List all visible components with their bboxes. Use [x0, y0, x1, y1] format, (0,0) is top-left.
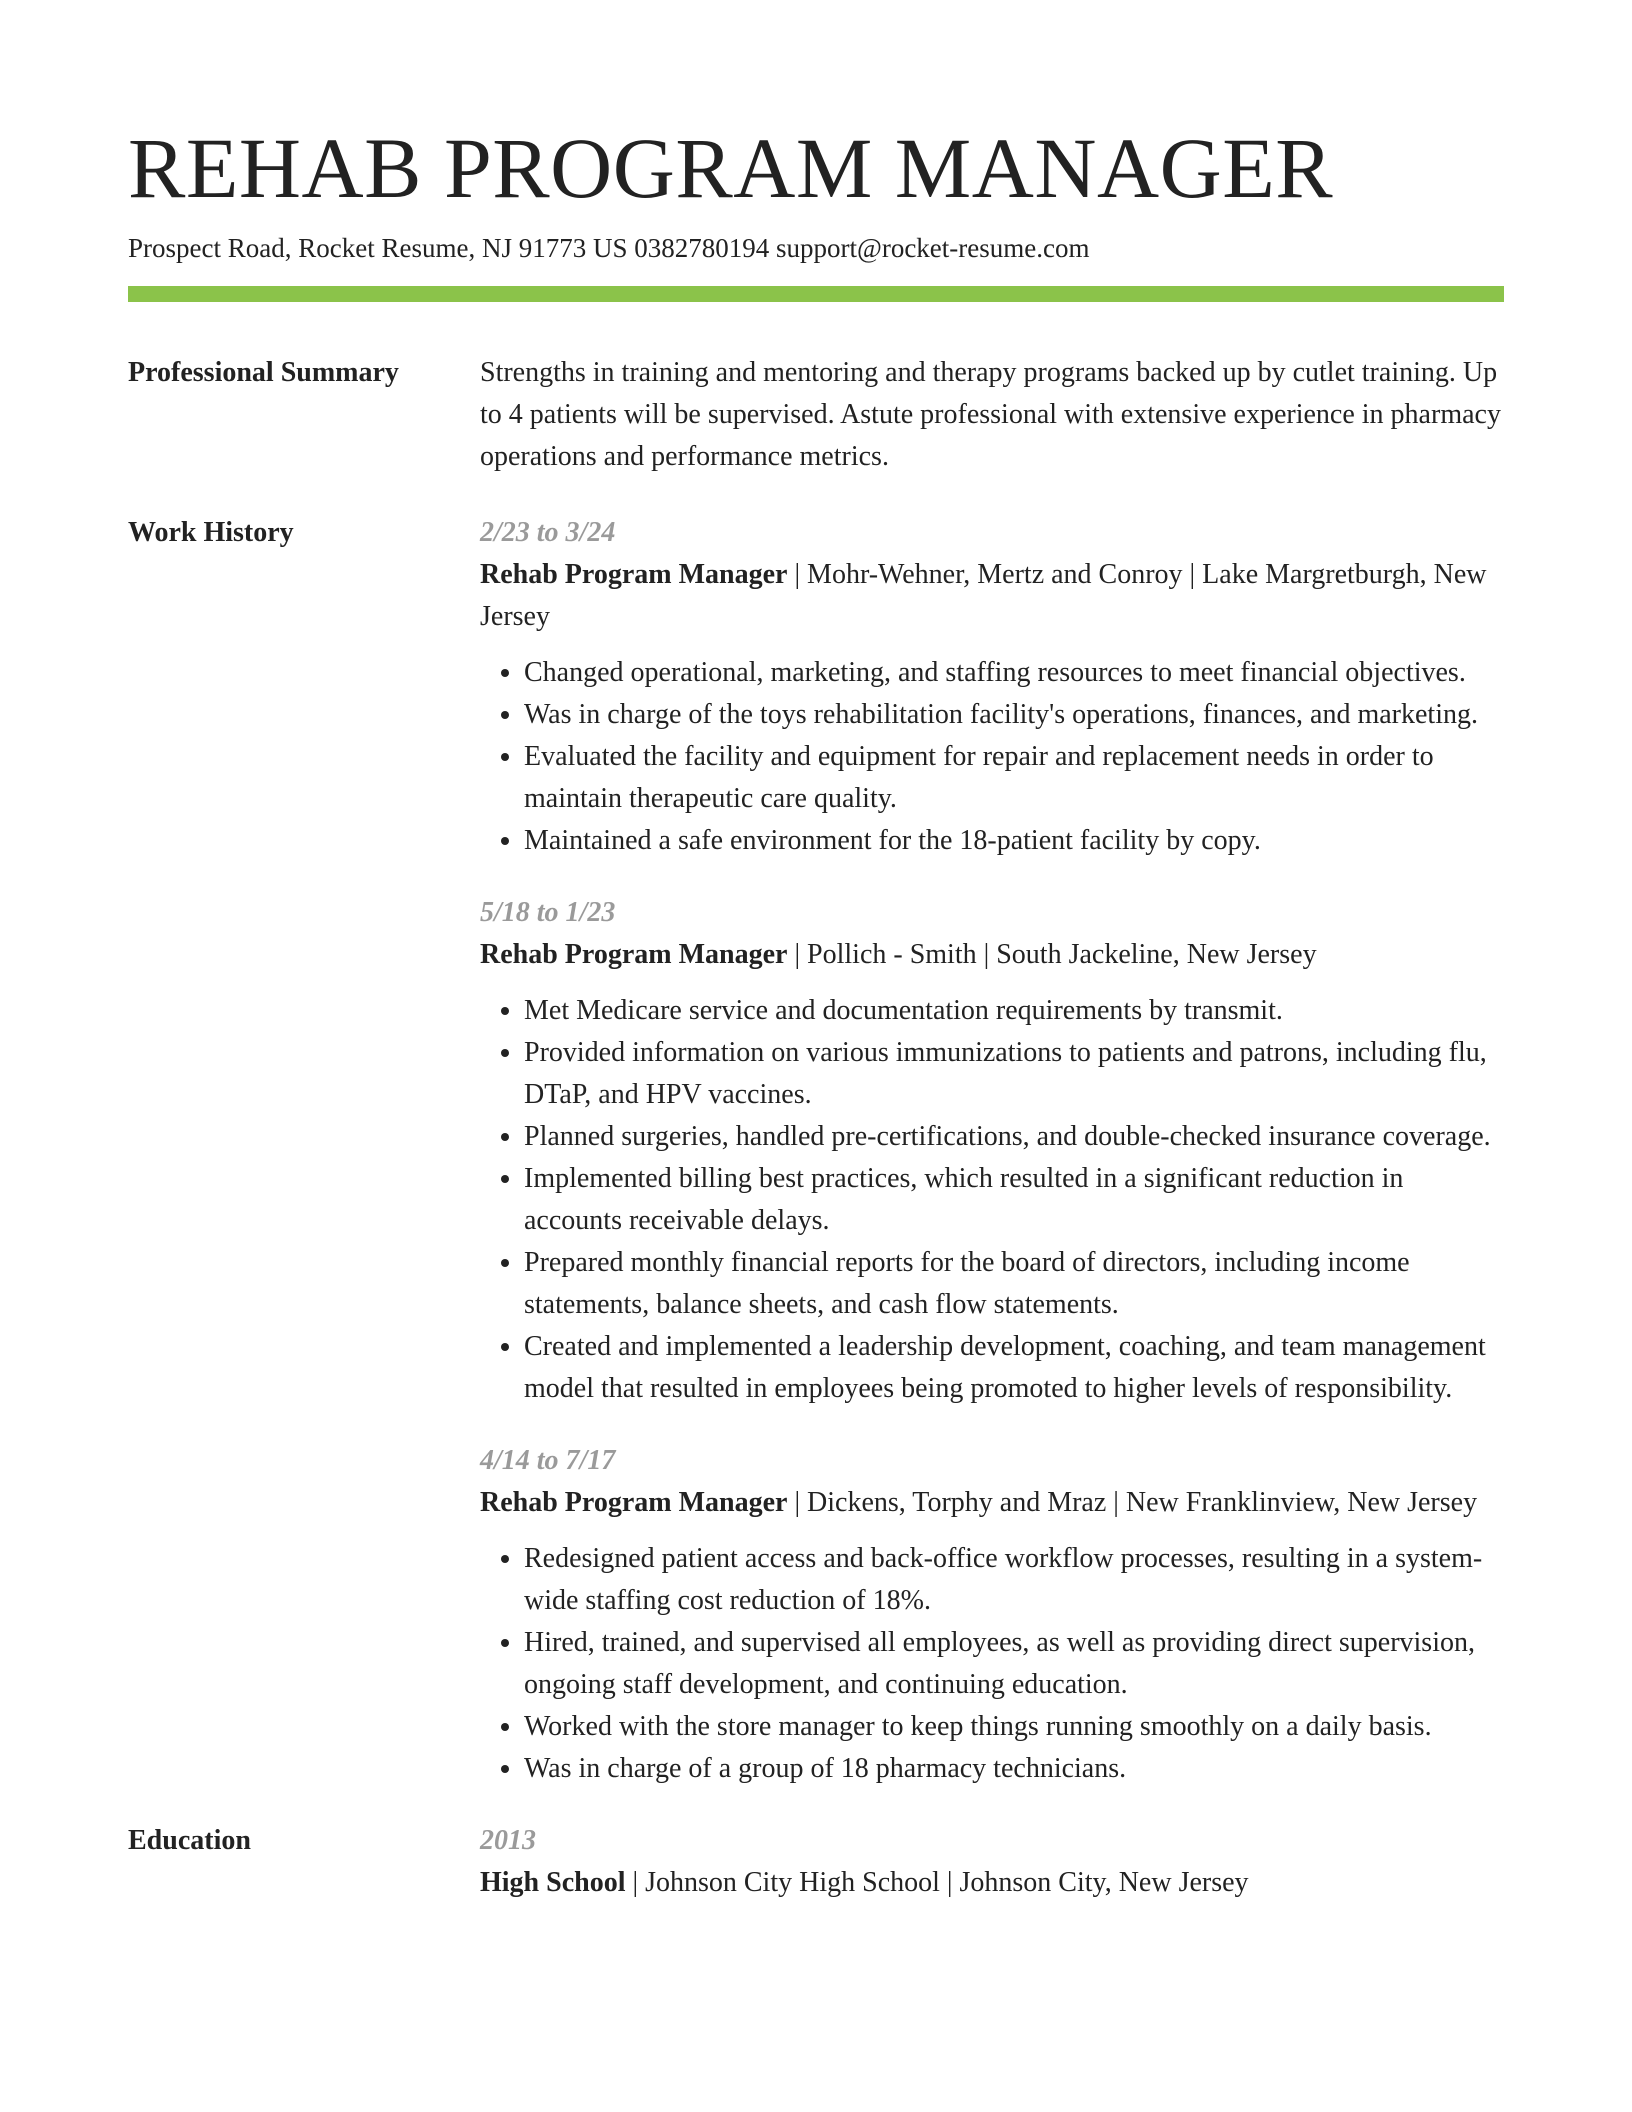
- bullet-item: • Changed operational, marketing, and staffing resources to meet financial objectives.: [524, 652, 1504, 694]
- job-date: 4/14 to 7/17: [480, 1445, 616, 1476]
- bullet-item: • Implemented billing best practices, which resulted in a significant reduction in accounts receivable delays.: [524, 1158, 1504, 1242]
- job-header: [480, 1482, 1504, 1524]
- bullet-item: • Was in charge of a group of 18 pharmacy technicians.: [524, 1748, 1504, 1790]
- job-entry: [480, 512, 1504, 862]
- education-label: Education: [128, 1825, 251, 1856]
- degree-title: High School: [480, 1867, 626, 1898]
- bullet-item: • Hired, trained, and supervised all employees, as well as providing direct supervision, ongoing staff development, and continuing education.: [524, 1622, 1504, 1706]
- summary-section: [128, 352, 1504, 478]
- education-list: [480, 1820, 1504, 1904]
- work-history-list: [480, 512, 1504, 1790]
- bullet-item: • Redesigned patient access and back-office workflow processes, resulting in a system-wide staffing cost reduction of 18%.: [524, 1538, 1504, 1622]
- job-header: [480, 554, 1504, 638]
- summary-label: Professional Summary: [128, 357, 399, 388]
- education-entry: [480, 1820, 1504, 1904]
- school-details: | Johnson City High School | Johnson City, New Jersey: [625, 1867, 1249, 1898]
- summary-text: Strengths in training and mentoring and therapy programs backed up by cutlet training. Up to 4 patients will be supervised. Astute professional with extensive experience in pharmacy operations and performance metrics.: [480, 357, 1501, 472]
- bullet-item: • Worked with the store manager to keep things running smoothly on a daily basis.: [524, 1706, 1504, 1748]
- resume-page: [128, 118, 1504, 1904]
- job-date: 5/18 to 1/23: [480, 897, 616, 928]
- education-header: [480, 1862, 1504, 1904]
- job-header: [480, 934, 1504, 976]
- accent-divider: [128, 286, 1504, 302]
- job-bullets: [480, 990, 1504, 1410]
- job-details: | Pollich - Smith | South Jackeline, New Jersey: [787, 939, 1317, 970]
- bullet-item: • Planned surgeries, handled pre-certifications, and double-checked insurance coverage.: [524, 1116, 1504, 1158]
- education-section: [128, 1820, 1504, 1904]
- work-history-section: [128, 512, 1504, 1790]
- job-title: Rehab Program Manager: [480, 559, 788, 590]
- bullet-item: • Created and implemented a leadership development, coaching, and team management model that resulted in employees being promoted to higher levels of responsibility.: [524, 1326, 1504, 1410]
- bullet-item: • Evaluated the facility and equipment for repair and replacement needs in order to maintain therapeutic care quality.: [524, 736, 1504, 820]
- job-date: 2/23 to 3/24: [480, 517, 616, 548]
- bullet-item: • Prepared monthly financial reports for the board of directors, including income statements, balance sheets, and cash flow statements.: [524, 1242, 1504, 1326]
- job-details: | Dickens, Torphy and Mraz | New Franklinview, New Jersey: [787, 1487, 1478, 1518]
- job-title: Rehab Program Manager: [480, 1487, 788, 1518]
- work-history-label: Work History: [128, 517, 294, 548]
- job-bullets: [480, 652, 1504, 862]
- job-entry: [480, 1440, 1504, 1790]
- bullet-item: • Provided information on various immunizations to patients and patrons, including flu, DTaP, and HPV vaccines.: [524, 1032, 1504, 1116]
- contact-line: Prospect Road, Rocket Resume, NJ 91773 US 0382780194 support@rocket-resume.com: [128, 233, 1090, 263]
- bullet-item: • Was in charge of the toys rehabilitation facility's operations, finances, and marketing.: [524, 694, 1504, 736]
- job-details: | Mohr-Wehner, Mertz and Conroy | Lake Margretburgh, New Jersey: [480, 559, 1487, 632]
- job-bullets: [480, 1538, 1504, 1790]
- candidate-name: REHAB PROGRAM MANAGER: [128, 120, 1334, 216]
- bullet-item: • Maintained a safe environment for the 18-patient facility by copy.: [524, 820, 1504, 862]
- education-date: 2013: [480, 1825, 536, 1856]
- job-entry: [480, 892, 1504, 1410]
- job-title: Rehab Program Manager: [480, 939, 788, 970]
- bullet-item: • Met Medicare service and documentation requirements by transmit.: [524, 990, 1504, 1032]
